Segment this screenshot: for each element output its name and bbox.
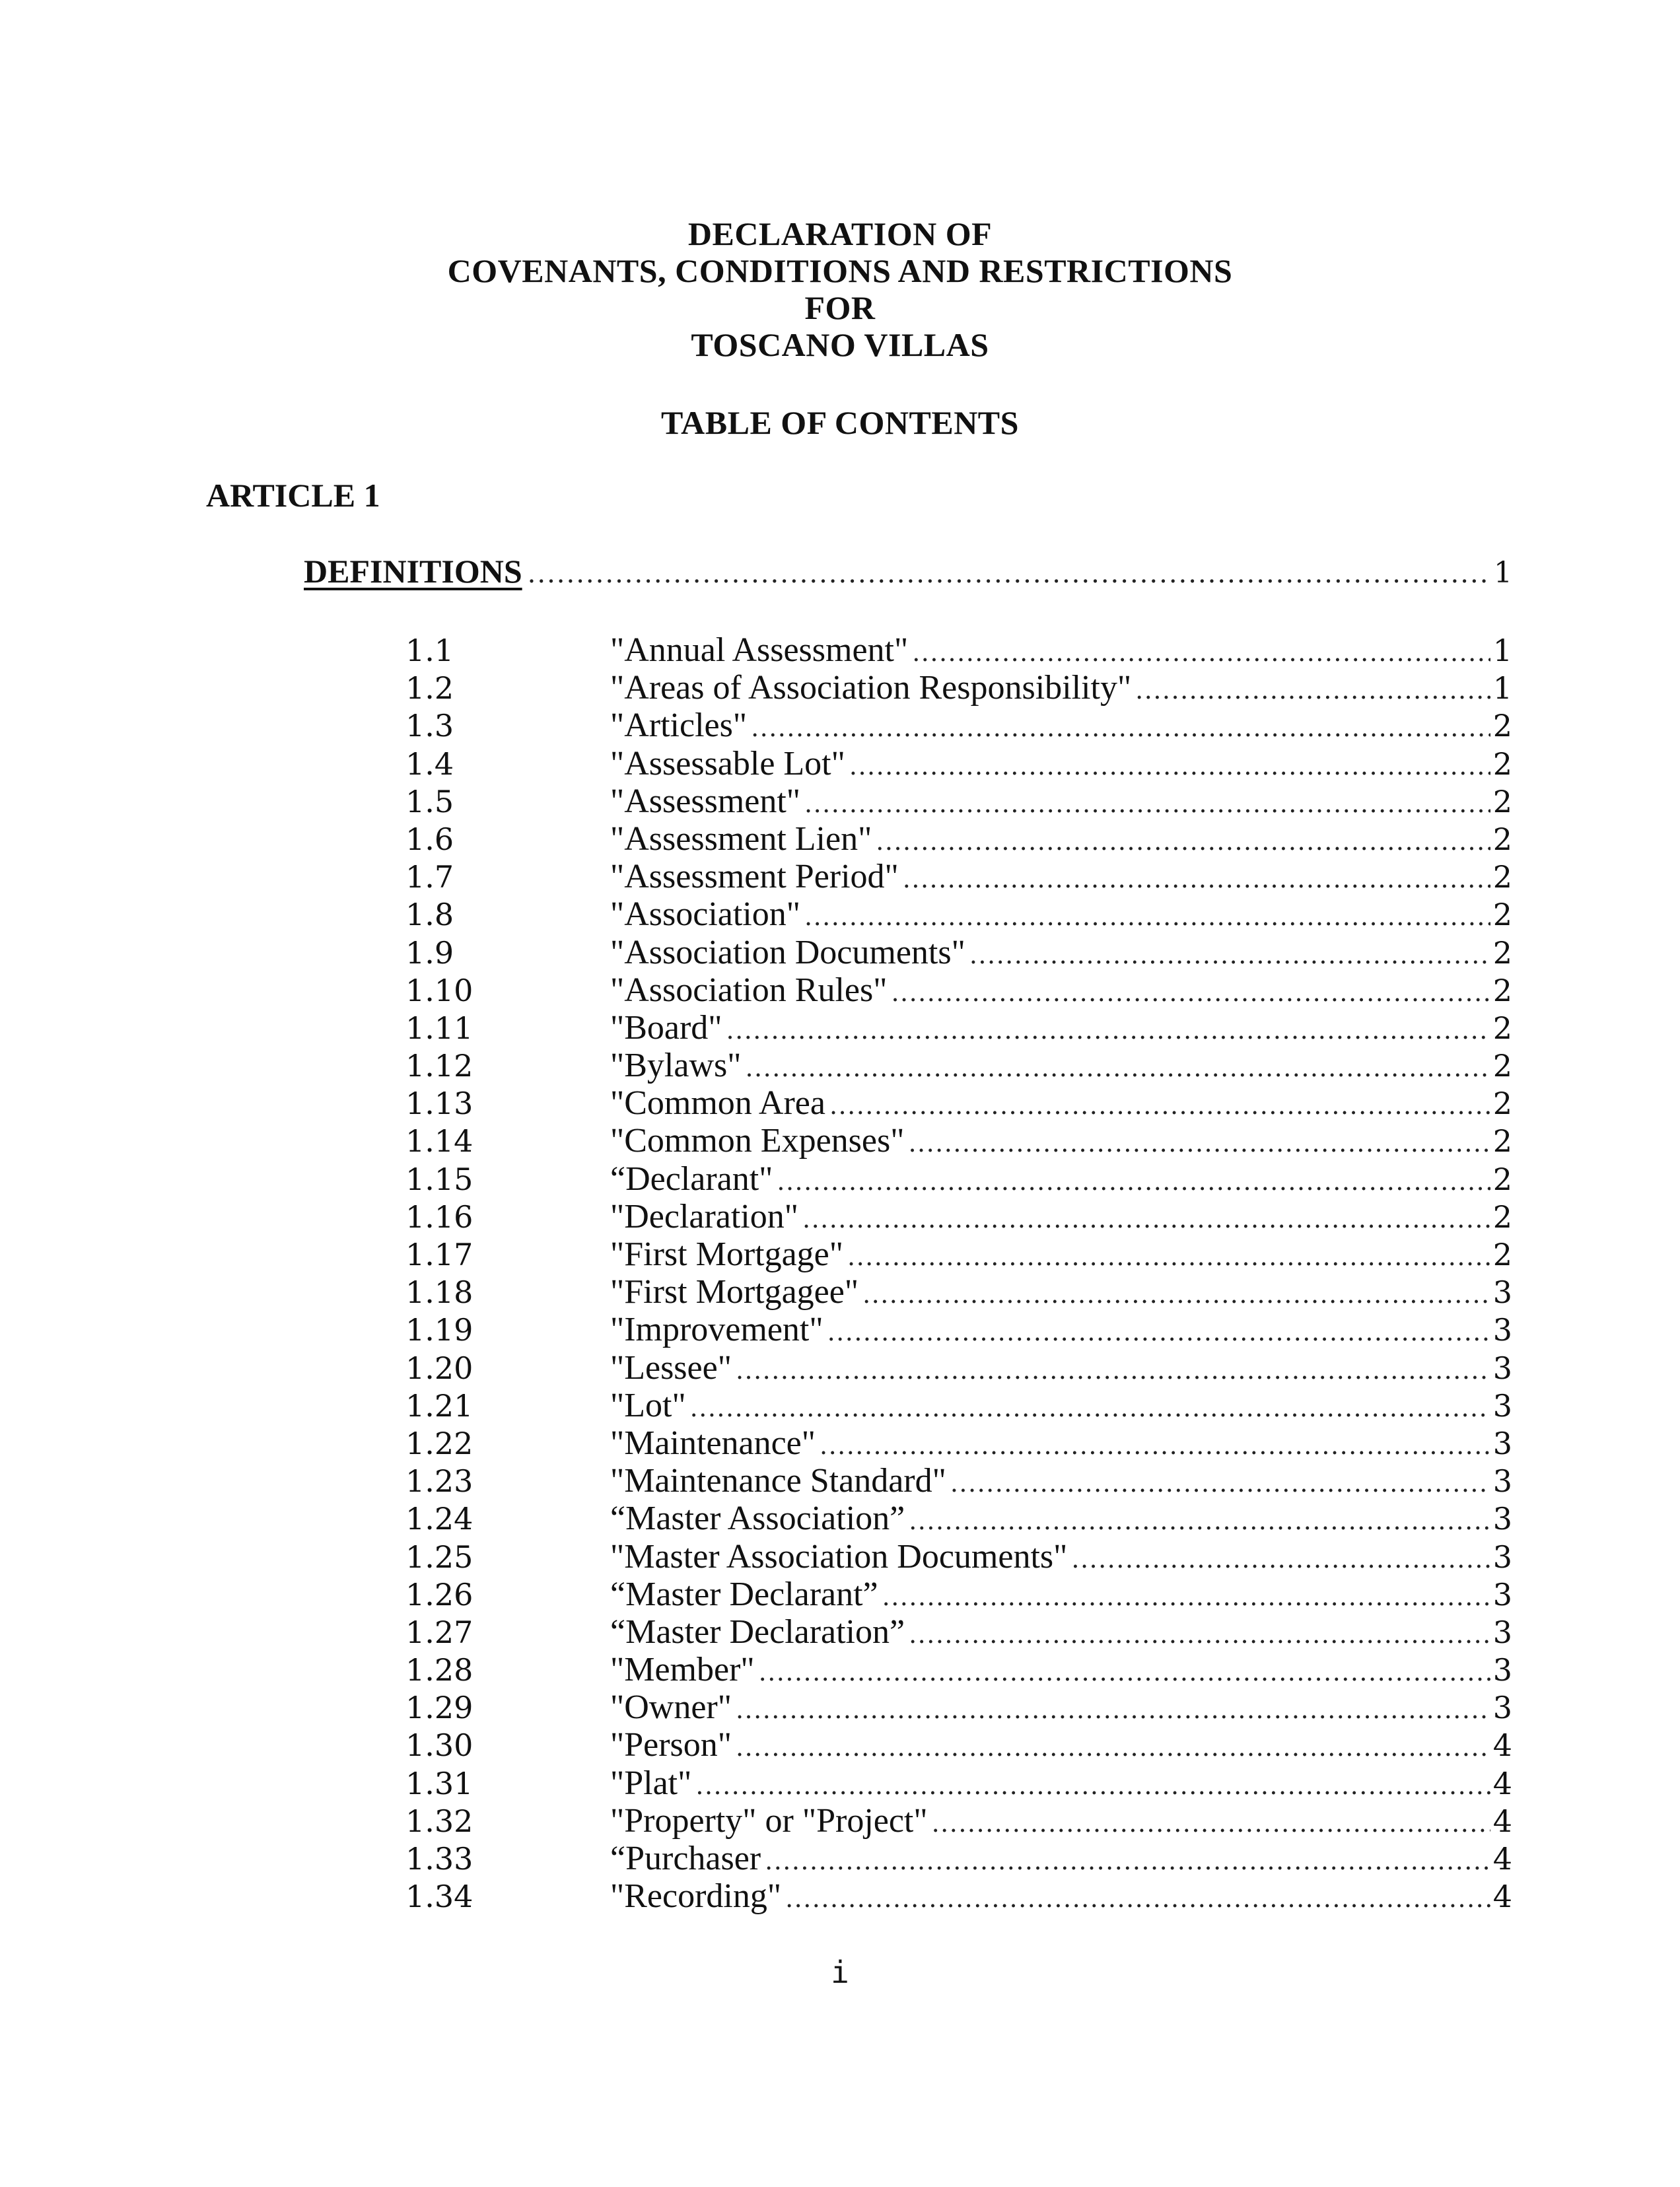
dot-leader [745, 1049, 1490, 1087]
entry-number: 1.6 [405, 821, 454, 857]
entry-term: "Master Association Documents" [610, 1537, 1068, 1576]
entry-number: 1.13 [405, 1086, 473, 1122]
section-title: DEFINITIONS [304, 553, 522, 590]
entry-number: 1.15 [405, 1161, 473, 1197]
toc-entry [405, 1576, 1512, 1613]
entry-number: 1.34 [405, 1879, 473, 1915]
entry-term: “Master Declaration” [610, 1613, 905, 1651]
toc-entry [405, 1877, 1512, 1915]
entry-page-number: 3 [1492, 1690, 1512, 1726]
entry-page-number: 3 [1492, 1463, 1512, 1500]
dot-leader [820, 1427, 1490, 1465]
entry-term: "Maintenance" [610, 1424, 816, 1462]
toc-entry [405, 1349, 1512, 1387]
entry-term: "Lot" [610, 1386, 686, 1424]
dot-leader [777, 1163, 1490, 1200]
toc-entry [405, 707, 1512, 744]
entry-page-number: 2 [1492, 708, 1512, 744]
footer-page-number: i [831, 1955, 849, 1990]
entry-number: 1.4 [405, 746, 454, 782]
dot-leader [882, 1578, 1490, 1616]
entry-number: 1.29 [405, 1690, 473, 1726]
dot-leader [785, 1880, 1490, 1918]
entry-number: 1.22 [405, 1425, 473, 1461]
dot-leader [849, 747, 1490, 785]
dot-leader [804, 785, 1490, 823]
entry-page-number: 2 [1492, 821, 1512, 857]
entry-page-number: 2 [1492, 1010, 1512, 1046]
entry-page-number: 2 [1492, 1086, 1512, 1122]
entry-page-number: 3 [1492, 1312, 1512, 1348]
entry-term: "Common Area [610, 1084, 825, 1123]
entry-page-number: 4 [1492, 1765, 1512, 1801]
dot-leader [829, 1087, 1490, 1125]
toc-entry [405, 745, 1512, 782]
entry-page-number: 3 [1492, 1274, 1512, 1311]
entry-term: "Declaration" [610, 1197, 798, 1235]
dot-leader [695, 1767, 1490, 1805]
entry-term: "Association Rules" [610, 971, 888, 1009]
toc-entry [405, 1047, 1512, 1084]
entry-term: "Member" [610, 1651, 755, 1689]
dot-leader [932, 1805, 1490, 1842]
toc-entry [405, 971, 1512, 1009]
dot-leader [759, 1653, 1490, 1691]
entry-term: "Property" or "Project" [610, 1801, 928, 1840]
toc-entry [405, 1462, 1512, 1500]
entry-page-number: 2 [1492, 746, 1512, 782]
entry-term: "Articles" [610, 707, 748, 745]
dot-leader [690, 1389, 1490, 1427]
entry-term: "Association" [610, 895, 800, 934]
dot-leader [862, 1276, 1490, 1313]
entry-page-number: 2 [1492, 1048, 1512, 1084]
toc-entry [405, 1688, 1512, 1726]
toc-entry [405, 631, 1512, 669]
entry-number: 1.25 [405, 1539, 473, 1575]
dot-leader [891, 974, 1490, 1012]
entry-term: “Purchaser [610, 1840, 761, 1877]
entry-number: 1.18 [405, 1274, 473, 1311]
entry-page-number: 4 [1492, 1841, 1512, 1877]
section-page-number: 1 [1494, 556, 1512, 590]
toc-entry [405, 1840, 1512, 1877]
entry-term: "Assessment Period" [610, 858, 899, 896]
title-line-3: FOR [804, 289, 876, 326]
entry-number: 1.23 [405, 1463, 473, 1500]
entry-term: "Person" [610, 1726, 732, 1764]
title-line-1: DECLARATION OF [687, 215, 993, 252]
entry-term: "Assessment" [610, 782, 801, 820]
toc-entry [405, 1764, 1512, 1802]
entry-number: 1.5 [405, 783, 454, 819]
entry-number: 1.26 [405, 1576, 473, 1613]
toc-entry [405, 1613, 1512, 1651]
entry-number: 1.3 [405, 708, 454, 744]
dot-leader [909, 1502, 1490, 1540]
entry-number: 1.31 [405, 1765, 473, 1801]
article-heading: ARTICLE 1 [206, 477, 380, 514]
entry-number: 1.12 [405, 1048, 473, 1084]
entry-term: "Common Expenses" [610, 1122, 905, 1160]
entry-term: "Improvement" [610, 1311, 823, 1349]
entry-term: "Lessee" [610, 1348, 732, 1387]
toc-entry [405, 1084, 1512, 1122]
dot-leader [909, 1616, 1490, 1653]
toc-title: TABLE OF CONTENTS [661, 404, 1019, 441]
dot-leader [950, 1465, 1490, 1502]
entry-term: “Master Declarant” [610, 1575, 878, 1613]
entry-term: "Areas of Association Responsibility" [610, 669, 1132, 707]
toc-entry [405, 669, 1512, 707]
entry-page-number: 1 [1492, 670, 1512, 707]
entry-page-number: 2 [1492, 1123, 1512, 1160]
entry-number: 1.33 [405, 1841, 473, 1877]
toc-entry [405, 1802, 1512, 1840]
entry-term: "First Mortgage" [610, 1235, 843, 1273]
entry-term: "Recording" [610, 1877, 782, 1916]
toc-entry [405, 1009, 1512, 1047]
toc-entry [405, 782, 1512, 820]
toc-entry [405, 1424, 1512, 1462]
entry-number: 1.27 [405, 1614, 473, 1650]
toc-entry [405, 1538, 1512, 1576]
toc-entry [405, 1198, 1512, 1235]
entry-number: 1.9 [405, 934, 454, 971]
toc-entry [405, 1273, 1512, 1311]
dot-leader [736, 1352, 1490, 1389]
entry-term: “Master Association” [610, 1500, 905, 1538]
entry-number: 1.11 [405, 1010, 473, 1046]
dot-leader [804, 898, 1490, 936]
entry-number: 1.10 [405, 972, 473, 1008]
dot-leader [802, 1200, 1490, 1238]
entry-term: "First Mortgagee" [610, 1273, 859, 1311]
entry-term: "Assessment Lien" [610, 819, 872, 858]
entry-number: 1.1 [405, 633, 454, 668]
toc-entry [405, 1726, 1512, 1764]
entry-number: 1.8 [405, 897, 454, 933]
dot-leader [903, 860, 1490, 898]
entry-page-number: 2 [1492, 859, 1512, 895]
entry-page-number: 3 [1492, 1501, 1512, 1537]
entry-page-number: 3 [1492, 1539, 1512, 1575]
title-line-4: TOSCANO VILLAS [691, 326, 989, 363]
entry-number: 1.24 [405, 1501, 473, 1537]
entry-term: "Assessable Lot" [610, 744, 845, 782]
entry-number: 1.2 [405, 670, 454, 707]
entry-number: 1.7 [405, 859, 454, 895]
dot-leader [726, 1012, 1490, 1049]
entry-page-number: 3 [1492, 1576, 1512, 1613]
entry-page-number: 4 [1492, 1727, 1512, 1764]
entry-term: "Maintenance Standard" [610, 1462, 946, 1500]
entry-number: 1.19 [405, 1312, 473, 1348]
dot-leader [1135, 672, 1490, 709]
entry-term: "Bylaws" [610, 1047, 742, 1085]
entry-page-number: 3 [1492, 1387, 1512, 1424]
entry-page-number: 2 [1492, 897, 1512, 933]
entry-number: 1.16 [405, 1198, 473, 1235]
dot-leader [847, 1238, 1490, 1276]
dot-leader [969, 936, 1490, 974]
entry-page-number: 3 [1492, 1652, 1512, 1688]
entry-number: 1.30 [405, 1727, 473, 1764]
dot-leader [528, 559, 1490, 589]
entry-term: “Declarant" [610, 1160, 773, 1198]
entry-term: "Owner" [610, 1688, 732, 1727]
entry-page-number: 2 [1492, 1237, 1512, 1272]
toc-entry [405, 1235, 1512, 1273]
toc-entry [405, 1651, 1512, 1688]
entry-page-number: 4 [1492, 1803, 1512, 1839]
entry-number: 1.17 [405, 1237, 473, 1272]
dot-leader [827, 1313, 1490, 1351]
toc-entry [405, 1311, 1512, 1348]
toc-entry [405, 1122, 1512, 1160]
toc-entry [405, 1160, 1512, 1198]
dot-leader [751, 709, 1490, 747]
entry-page-number: 2 [1492, 972, 1512, 1008]
entry-page-number: 1 [1492, 633, 1512, 668]
title-line-2: COVENANTS, CONDITIONS AND RESTRICTIONS [447, 252, 1233, 289]
entry-number: 1.32 [405, 1803, 473, 1839]
entry-page-number: 2 [1492, 934, 1512, 971]
dot-leader [908, 1125, 1490, 1162]
entry-term: "Board" [610, 1008, 722, 1047]
toc-entries [405, 631, 1512, 1915]
entry-page-number: 3 [1492, 1350, 1512, 1386]
dot-leader [1071, 1541, 1490, 1578]
entry-term: "Association Documents" [610, 933, 965, 971]
entry-number: 1.21 [405, 1387, 473, 1424]
entry-term: "Annual Assessment" [610, 631, 909, 669]
dot-leader [736, 1691, 1490, 1729]
toc-section-row [304, 552, 1512, 592]
dot-leader [876, 823, 1490, 860]
dot-leader [736, 1729, 1490, 1766]
entry-page-number: 2 [1492, 783, 1512, 819]
entry-page-number: 3 [1492, 1425, 1512, 1461]
entry-page-number: 3 [1492, 1614, 1512, 1650]
toc-entry [405, 895, 1512, 933]
toc-entry [405, 858, 1512, 895]
dot-leader [765, 1842, 1490, 1880]
toc-entry [405, 1387, 1512, 1424]
toc-entry [405, 820, 1512, 858]
entry-page-number: 4 [1492, 1879, 1512, 1915]
dot-leader [912, 634, 1490, 672]
entry-term: "Plat" [610, 1764, 692, 1802]
entry-number: 1.20 [405, 1350, 473, 1386]
entry-number: 1.28 [405, 1652, 473, 1688]
entry-page-number: 2 [1492, 1161, 1512, 1197]
entry-number: 1.14 [405, 1123, 473, 1160]
toc-entry [405, 934, 1512, 971]
toc-entry [405, 1500, 1512, 1537]
entry-page-number: 2 [1492, 1198, 1512, 1235]
